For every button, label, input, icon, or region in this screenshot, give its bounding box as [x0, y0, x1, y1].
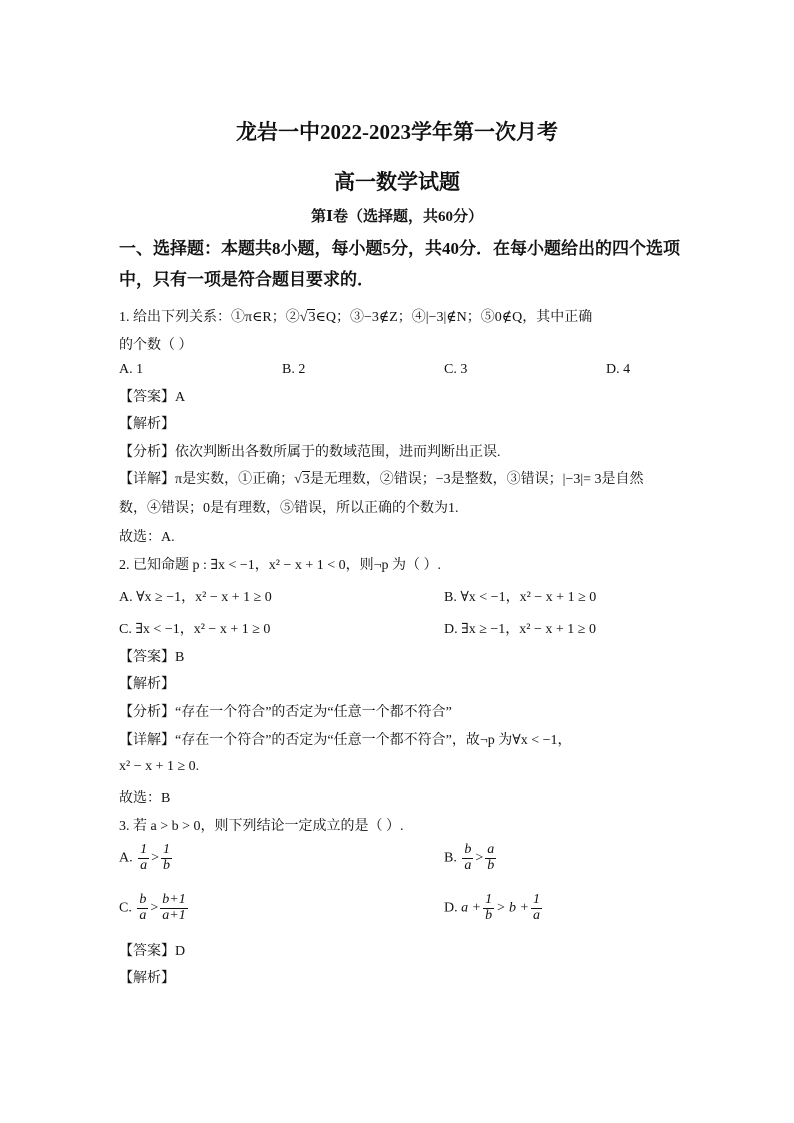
q3-jiexi: 【解析】 [119, 971, 175, 986]
q2-option-d: D. ∃x ≥ −1，x² − x + 1 ≥ 0 [444, 622, 596, 637]
q1-sep5: ；⑤ [466, 310, 495, 325]
q3-d-mid: > b + [496, 900, 529, 916]
q3-option-c [119, 893, 190, 923]
q1-option-a: A. 1 [119, 362, 144, 377]
q3-b-frac1-den: a [464, 857, 472, 873]
q1-fenxi: 【分析】依次判断出各数所属于的数域范围，进而判断出正误. [119, 445, 501, 460]
q3-a-frac1-num: 1 [140, 842, 148, 857]
q1-sep2: ；② [271, 310, 300, 325]
q3-option-c-label: C. [119, 900, 132, 916]
q3-b-op: > [475, 850, 484, 866]
q1-sep3: ；③ [335, 310, 364, 325]
q2-option-b: B. ∀x < −1，x² − x + 1 ≥ 0 [444, 590, 597, 605]
q3-c-frac1 [137, 893, 148, 923]
q1-rel1: π∈R [245, 310, 272, 325]
q3-a-frac2-num: 1 [163, 842, 171, 857]
q3-stem: 3. 若 a > b > 0，则下列结论一定成立的是（ ）. [119, 819, 404, 834]
section-instruction-line2: 中，只有一项是符合题目要求的． [119, 270, 374, 289]
q1-option-b: B. 2 [282, 362, 306, 377]
q1-stem-line2: 的个数（ ） [119, 338, 193, 353]
q3-d-pre: a + [461, 900, 482, 916]
q3-b-frac1 [462, 843, 473, 873]
q2-answer: 【答案】B [119, 650, 185, 665]
part-heading: 第Ⅰ卷（选择题，共60分） [310, 209, 484, 225]
q3-a-frac1-den: a [140, 857, 148, 873]
q1-xiangjie-line1: 【详解】π是实数，①正确；√3是无理数，②错误；−3是整数，③错误；|−3|= 3是自然 [119, 472, 644, 487]
q3-option-b-label: B. [444, 850, 457, 866]
q3-c-frac1-den: a [139, 907, 147, 923]
q3-d-frac2 [531, 893, 542, 923]
q1-xiangjie-part1: 【详解】π是实数，①正确； [119, 472, 295, 487]
q1-xiangjie-part2: 是无理数，②错误；−3是整数，③错误；|−3|= 3是自然 [309, 472, 644, 487]
q3-option-b [444, 843, 498, 873]
q3-c-frac2-den: a+1 [162, 907, 186, 923]
q1-stem-end: ，其中正确 [522, 310, 593, 325]
q3-d-frac1 [483, 893, 494, 923]
q1-xiangjie-radicand: 3 [302, 472, 310, 487]
q2-option-c: C. ∃x < −1，x² − x + 1 ≥ 0 [119, 622, 271, 637]
exam-subtitle: 高一数学试题 [334, 170, 460, 194]
q1-rel2-radicand: 3 [308, 310, 316, 325]
q1-rel4: |−3|∉N [425, 310, 467, 325]
q3-b-frac2-num: a [487, 842, 495, 857]
q1-rel2-rest: ∈Q [315, 310, 336, 325]
q1-stem-start: 1. 给出下列关系：① [119, 310, 245, 325]
q3-a-frac2 [161, 843, 172, 873]
q3-c-frac2 [160, 893, 187, 923]
q3-b-frac2 [485, 843, 496, 873]
q3-a-op: > [151, 850, 160, 866]
q2-fenxi: 【分析】“存在一个符合”的否定为“任意一个都不符合” [119, 705, 452, 720]
q3-b-frac1-num: b [464, 842, 472, 857]
q1-rel2: √3∈Q [299, 310, 336, 325]
q3-answer: 【答案】D [119, 944, 186, 959]
q1-stem [119, 306, 592, 326]
q3-c-op: > [150, 900, 159, 916]
q1-rel3: −3∉Z [363, 310, 398, 325]
q3-option-a-label: A. [119, 850, 133, 866]
q2-xiangjie-line1: 【详解】“存在一个符合”的否定为“任意一个都不符合”，故¬p 为∀x < −1， [119, 733, 572, 748]
q1-option-d: D. 4 [606, 362, 631, 377]
q2-xiangjie-line2: x² − x + 1 ≥ 0. [119, 759, 200, 774]
q3-option-a [119, 843, 174, 873]
q3-a-frac1 [138, 843, 149, 873]
q3-d-frac2-num: 1 [532, 892, 540, 907]
q1-jiexi: 【解析】 [119, 417, 175, 432]
q3-d-frac1-den: b [485, 907, 493, 923]
q1-sep4: ；④ [397, 310, 426, 325]
q2-option-a: A. ∀x ≥ −1，x² − x + 1 ≥ 0 [119, 590, 272, 605]
q3-d-frac2-den: a [532, 907, 540, 923]
q3-c-frac1-num: b [139, 892, 147, 907]
q2-guxuan: 故选：B [119, 791, 171, 806]
q3-option-d-label: D. [444, 900, 458, 916]
exam-title: 龙岩一中2022-2023学年第一次月考 [236, 120, 558, 144]
q3-b-frac2-den: b [487, 857, 495, 873]
section-instruction-line1: 一、选择题：本题共8小题，每小题5分，共40分．在每小题给出的四个选项 [119, 239, 680, 258]
q1-xiangjie-line2: 数，④错误；0是有理数，⑤错误，所以正确的个数为1. [119, 501, 459, 516]
q1-rel5: 0∉Q [494, 310, 523, 325]
q3-a-frac2-den: b [163, 857, 171, 873]
q1-option-c: C. 3 [444, 362, 468, 377]
q1-answer: 【答案】A [119, 390, 186, 405]
q3-option-d [444, 893, 544, 923]
q1-guxuan: 故选：A. [119, 530, 175, 545]
q3-d-frac1-num: 1 [485, 892, 493, 907]
q2-stem: 2. 已知命题 p : ∃x < −1，x² − x + 1 < 0，则¬p 为（ ）. [119, 558, 442, 573]
q2-jiexi: 【解析】 [119, 677, 175, 692]
q3-c-frac2-num: b+1 [162, 892, 186, 907]
